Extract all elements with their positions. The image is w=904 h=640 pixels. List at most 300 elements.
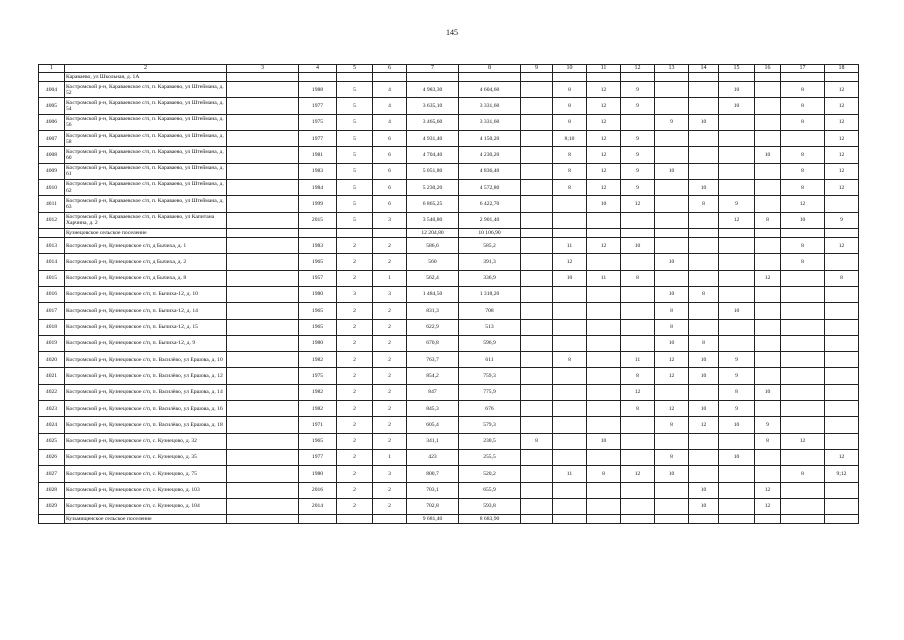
- table-cell: 1965: [299, 319, 337, 335]
- table-cell: [227, 515, 299, 524]
- table-cell: [719, 466, 755, 482]
- table-cell: 8: [689, 335, 719, 351]
- address-cell: Костромской р-н, Кузнецовское с/п, п. Бычиха-12, д. 14: [65, 303, 227, 319]
- table-cell: [689, 515, 719, 524]
- table-cell: 1 318,20: [459, 286, 521, 302]
- header-row: [39, 65, 859, 73]
- table-cell: 596,9: [459, 335, 521, 351]
- table-row: [39, 319, 859, 335]
- table-cell: [521, 228, 553, 237]
- table-cell: 4 604,60: [459, 82, 521, 98]
- table-cell: 4015: [39, 270, 65, 286]
- table-cell: 703,1: [407, 482, 459, 498]
- table-cell: 336,9: [459, 270, 521, 286]
- table-cell: 560: [407, 254, 459, 270]
- table-cell: 585,2: [459, 238, 521, 254]
- table-cell: 4 931,40: [407, 131, 459, 147]
- table-cell: 8: [553, 98, 587, 114]
- table-cell: 4005: [39, 98, 65, 114]
- table-cell: 8: [825, 270, 859, 286]
- table-cell: 4023: [39, 401, 65, 417]
- table-cell: 4010: [39, 179, 65, 195]
- address-cell: Костромской р-н, Кузнецовское с/п, с. Кузнецово, д. 104: [65, 498, 227, 514]
- column-header: 3: [227, 65, 299, 73]
- table-cell: 2: [373, 482, 407, 498]
- table-cell: [373, 228, 407, 237]
- table-cell: [587, 254, 621, 270]
- table-cell: [719, 482, 755, 498]
- table-cell: 5: [337, 163, 373, 179]
- table-cell: 8: [689, 196, 719, 212]
- table-cell: 1 484,50: [407, 286, 459, 302]
- table-row: [39, 254, 859, 270]
- column-header: 10: [553, 65, 587, 73]
- table-cell: [719, 319, 755, 335]
- table-cell: 4017: [39, 303, 65, 319]
- table-cell: [621, 73, 655, 82]
- table-cell: [689, 433, 719, 449]
- table-cell: 3 635,10: [407, 98, 459, 114]
- table-cell: 10: [689, 401, 719, 417]
- table-cell: [719, 286, 755, 302]
- table-cell: 1981: [299, 147, 337, 163]
- table-cell: [553, 449, 587, 465]
- table-cell: 2: [337, 466, 373, 482]
- table-cell: 1988: [299, 82, 337, 98]
- table-cell: 605,4: [407, 417, 459, 433]
- table-cell: [825, 417, 859, 433]
- table-row: [39, 147, 859, 163]
- table-cell: [299, 228, 337, 237]
- table-cell: [825, 196, 859, 212]
- address-cell: Костромской р-н, Караваевское с/п, п. Караваево, ул Штеймана, д. 61: [65, 163, 227, 179]
- table-cell: 800,7: [407, 466, 459, 482]
- table-cell: 5: [337, 114, 373, 130]
- table-cell: 10: [719, 449, 755, 465]
- table-cell: [553, 286, 587, 302]
- address-cell: Кузьмищенское сельское поселение: [65, 515, 227, 524]
- table-cell: 12: [781, 196, 825, 212]
- table-cell: [655, 384, 689, 400]
- table-cell: [587, 368, 621, 384]
- table-cell: 4029: [39, 498, 65, 514]
- column-header: 14: [689, 65, 719, 73]
- table-cell: [521, 179, 553, 195]
- table-cell: 702,8: [407, 498, 459, 514]
- table-cell: [655, 73, 689, 82]
- table-cell: 9: [621, 131, 655, 147]
- table-cell: [587, 352, 621, 368]
- table-cell: 3: [373, 212, 407, 228]
- table-cell: [689, 238, 719, 254]
- address-cell: Костромской р-н, Кузнецовское с/п, п. Василёво, ул Ершова, д. 10: [65, 352, 227, 368]
- column-header: 5: [337, 65, 373, 73]
- table-cell: 9: [825, 212, 859, 228]
- table-cell: [825, 319, 859, 335]
- table-cell: 2: [373, 417, 407, 433]
- table-cell: [689, 466, 719, 482]
- table-cell: [621, 254, 655, 270]
- table-cell: [227, 401, 299, 417]
- table-cell: [521, 401, 553, 417]
- table-cell: [781, 335, 825, 351]
- table-cell: 12: [825, 238, 859, 254]
- table-cell: [781, 228, 825, 237]
- table-cell: [227, 335, 299, 351]
- table-cell: [227, 433, 299, 449]
- table-cell: 6: [373, 179, 407, 195]
- table-cell: 1975: [299, 368, 337, 384]
- table-cell: 4 150,20: [459, 131, 521, 147]
- table-cell: [755, 303, 781, 319]
- table-cell: [655, 131, 689, 147]
- table-cell: 12: [587, 98, 621, 114]
- table-cell: 1975: [299, 114, 337, 130]
- table-cell: [781, 449, 825, 465]
- table-cell: 12: [755, 270, 781, 286]
- table-cell: [825, 368, 859, 384]
- table-cell: 1977: [299, 98, 337, 114]
- table-cell: [719, 147, 755, 163]
- table-cell: [719, 179, 755, 195]
- table-row: [39, 384, 859, 400]
- table-row: [39, 114, 859, 130]
- table-cell: [689, 131, 719, 147]
- table-cell: 586,6: [407, 238, 459, 254]
- table-cell: 5 230,20: [407, 179, 459, 195]
- table-cell: 4018: [39, 319, 65, 335]
- table-cell: 12: [655, 352, 689, 368]
- address-cell: Костромской р-н, Кузнецовское с/п, д Бычиха, д. 1: [65, 238, 227, 254]
- table-cell: 8: [553, 163, 587, 179]
- table-cell: 4012: [39, 212, 65, 228]
- table-cell: 4006: [39, 114, 65, 130]
- table-cell: [407, 73, 459, 82]
- table-cell: [621, 515, 655, 524]
- table-cell: 3: [373, 286, 407, 302]
- table-cell: [587, 482, 621, 498]
- table-cell: [553, 498, 587, 514]
- table-cell: 10: [655, 254, 689, 270]
- table-cell: [655, 179, 689, 195]
- table-cell: 8: [781, 114, 825, 130]
- table-cell: 4026: [39, 449, 65, 465]
- table-cell: [825, 498, 859, 514]
- column-header: 13: [655, 65, 689, 73]
- table-row: [39, 335, 859, 351]
- table-cell: 12: [655, 401, 689, 417]
- table-cell: [621, 228, 655, 237]
- table-cell: 8: [755, 433, 781, 449]
- table-cell: [719, 335, 755, 351]
- table-row: [39, 417, 859, 433]
- table-cell: [755, 515, 781, 524]
- table-cell: [521, 212, 553, 228]
- table-cell: 2: [337, 335, 373, 351]
- table-cell: 2: [373, 319, 407, 335]
- table-cell: 2015: [299, 212, 337, 228]
- column-header: 6: [373, 65, 407, 73]
- table-cell: 9 681,40: [407, 515, 459, 524]
- table-cell: 1983: [299, 238, 337, 254]
- registry-table: [38, 64, 859, 524]
- table-cell: 12: [587, 238, 621, 254]
- section-row: [39, 73, 859, 82]
- table-cell: 763,7: [407, 352, 459, 368]
- table-cell: 2: [337, 401, 373, 417]
- table-row: [39, 270, 859, 286]
- table-cell: 12: [825, 98, 859, 114]
- table-cell: 520,2: [459, 466, 521, 482]
- table-cell: 4019: [39, 335, 65, 351]
- table-cell: [755, 73, 781, 82]
- table-cell: [299, 73, 337, 82]
- table-cell: [587, 417, 621, 433]
- table-cell: 12: [587, 147, 621, 163]
- table-cell: [521, 515, 553, 524]
- table-cell: 2: [337, 417, 373, 433]
- table-cell: 4016: [39, 286, 65, 302]
- table-cell: [521, 286, 553, 302]
- table-cell: 8: [587, 466, 621, 482]
- table-cell: 2 901,40: [459, 212, 521, 228]
- table-cell: 2: [373, 335, 407, 351]
- table-cell: [553, 384, 587, 400]
- table-cell: [621, 319, 655, 335]
- table-cell: 8: [655, 319, 689, 335]
- table-cell: 6 422,70: [459, 196, 521, 212]
- table-cell: [337, 228, 373, 237]
- table-cell: 1982: [299, 401, 337, 417]
- table-cell: [719, 254, 755, 270]
- table-cell: 12: [781, 433, 825, 449]
- table-cell: 9: [621, 82, 655, 98]
- table-cell: [299, 515, 337, 524]
- table-cell: [719, 515, 755, 524]
- table-cell: [227, 286, 299, 302]
- table-cell: 391,3: [459, 254, 521, 270]
- table-cell: 2016: [299, 482, 337, 498]
- table-cell: [521, 466, 553, 482]
- table-cell: [755, 163, 781, 179]
- table-cell: 12: [719, 212, 755, 228]
- table-cell: [227, 238, 299, 254]
- address-cell: Караваево, ул Школьная, д. 1А: [65, 73, 227, 82]
- table-cell: 10: [689, 498, 719, 514]
- table-cell: 8: [781, 82, 825, 98]
- table-cell: [553, 196, 587, 212]
- table-cell: [227, 482, 299, 498]
- address-cell: Костромской р-н, Караваевское с/п, п. Караваево, ул Штеймана, д. 56: [65, 114, 227, 130]
- table-row: [39, 433, 859, 449]
- table-cell: 8: [781, 238, 825, 254]
- table-row: [39, 131, 859, 147]
- table-row: [39, 449, 859, 465]
- table-cell: [521, 73, 553, 82]
- table-cell: [755, 335, 781, 351]
- table-cell: 9: [621, 147, 655, 163]
- table-cell: [689, 212, 719, 228]
- table-cell: [227, 270, 299, 286]
- table-cell: [587, 401, 621, 417]
- table-cell: [521, 384, 553, 400]
- table-cell: [521, 82, 553, 98]
- table-cell: 341,1: [407, 433, 459, 449]
- table-row: [39, 98, 859, 114]
- column-header: 1: [39, 65, 65, 73]
- table-cell: [755, 114, 781, 130]
- table-cell: 593,8: [459, 498, 521, 514]
- table-cell: 4024: [39, 417, 65, 433]
- table-cell: 4: [373, 114, 407, 130]
- table-cell: [655, 212, 689, 228]
- table-cell: [227, 73, 299, 82]
- table-cell: [521, 196, 553, 212]
- table-cell: 6: [373, 131, 407, 147]
- table-cell: [521, 131, 553, 147]
- table-cell: [755, 131, 781, 147]
- table-cell: [689, 319, 719, 335]
- table-cell: 9: [755, 417, 781, 433]
- table-cell: [825, 303, 859, 319]
- table-cell: [587, 449, 621, 465]
- table-cell: [755, 98, 781, 114]
- table-cell: 2: [337, 368, 373, 384]
- table-cell: 2: [373, 433, 407, 449]
- address-cell: Костромской р-н, Кузнецовское с/п, с. Кузнецово, д. 32: [65, 433, 227, 449]
- table-cell: 12: [621, 384, 655, 400]
- table-cell: [227, 466, 299, 482]
- table-cell: [553, 482, 587, 498]
- table-cell: [655, 82, 689, 98]
- table-cell: [825, 384, 859, 400]
- table-cell: [227, 196, 299, 212]
- table-cell: 1965: [299, 433, 337, 449]
- table-cell: [755, 179, 781, 195]
- table-cell: 2: [337, 433, 373, 449]
- address-cell: Костромской р-н, Караваевское с/п, п. Караваево, ул Штеймана, д. 62: [65, 179, 227, 195]
- table-cell: [755, 196, 781, 212]
- table-cell: 9: [621, 179, 655, 195]
- table-cell: 10: [719, 82, 755, 98]
- table-cell: 8: [781, 466, 825, 482]
- table-cell: [755, 466, 781, 482]
- table-cell: [719, 73, 755, 82]
- table-cell: [227, 254, 299, 270]
- table-cell: [781, 384, 825, 400]
- table-cell: 12: [621, 196, 655, 212]
- table-cell: [689, 449, 719, 465]
- table-cell: 6: [373, 147, 407, 163]
- table-row: [39, 466, 859, 482]
- table-cell: 10: [689, 179, 719, 195]
- table-cell: 12: [621, 466, 655, 482]
- table-cell: [755, 238, 781, 254]
- table-cell: [689, 82, 719, 98]
- table-cell: [373, 515, 407, 524]
- address-cell: Костромской р-н, Кузнецовское с/п, с. Кузнецово, д. 75: [65, 466, 227, 482]
- table-cell: 11: [553, 466, 587, 482]
- table-cell: [553, 303, 587, 319]
- table-cell: 9: [719, 196, 755, 212]
- address-cell: Костромской р-н, Кузнецовское с/п, с. Кузнецово, д. 103: [65, 482, 227, 498]
- table-cell: 11: [553, 238, 587, 254]
- table-cell: [521, 482, 553, 498]
- table-cell: 12: [825, 131, 859, 147]
- table-cell: 8: [553, 179, 587, 195]
- table-cell: [719, 163, 755, 179]
- table-cell: [587, 228, 621, 237]
- table-cell: [227, 98, 299, 114]
- table-cell: [719, 270, 755, 286]
- table-cell: 12: [825, 147, 859, 163]
- table-cell: [521, 270, 553, 286]
- section-row: [39, 228, 859, 237]
- table-cell: 1980: [299, 286, 337, 302]
- table-cell: [227, 417, 299, 433]
- column-header: 16: [755, 65, 781, 73]
- table-cell: [781, 515, 825, 524]
- table-cell: 12: [587, 114, 621, 130]
- table-cell: 4007: [39, 131, 65, 147]
- table-cell: 4 230,20: [459, 147, 521, 163]
- table-cell: 2: [337, 303, 373, 319]
- table-cell: 845,3: [407, 401, 459, 417]
- table-cell: 854,2: [407, 368, 459, 384]
- table-cell: [689, 303, 719, 319]
- address-cell: Костромской р-н, Кузнецовское с/п, п. Бычиха-12, д. 15: [65, 319, 227, 335]
- table-cell: [227, 449, 299, 465]
- table-cell: 1: [373, 449, 407, 465]
- table-cell: 759,3: [459, 368, 521, 384]
- table-cell: 12: [825, 82, 859, 98]
- table-cell: 8;10: [553, 131, 587, 147]
- table-cell: 255,5: [459, 449, 521, 465]
- address-cell: Костромской р-н, Кузнецовское с/п, п. Василёво, ул Ершова, д. 14: [65, 384, 227, 400]
- table-cell: 8: [655, 303, 689, 319]
- table-cell: 6 865,25: [407, 196, 459, 212]
- table-cell: 1980: [299, 335, 337, 351]
- table-cell: 2: [373, 238, 407, 254]
- table-cell: 1982: [299, 352, 337, 368]
- address-cell: Костромской р-н, Кузнецовское с/п, п. Бычиха-12, д. 10: [65, 286, 227, 302]
- table-cell: 4025: [39, 433, 65, 449]
- table-cell: 2: [337, 449, 373, 465]
- table-cell: 6: [373, 196, 407, 212]
- table-cell: [655, 433, 689, 449]
- table-row: [39, 352, 859, 368]
- address-cell: Костромской р-н, Кузнецовское с/п, п. Бычиха-12, д. 9: [65, 335, 227, 351]
- table-cell: [755, 401, 781, 417]
- table-cell: [521, 147, 553, 163]
- address-cell: Костромской р-н, Караваевское с/п, п. Караваево, ул Штеймана, д. 58: [65, 131, 227, 147]
- table-cell: [459, 73, 521, 82]
- table-cell: [621, 114, 655, 130]
- column-header: 4: [299, 65, 337, 73]
- table-cell: [521, 352, 553, 368]
- table-cell: [521, 163, 553, 179]
- table-row: [39, 482, 859, 498]
- table-cell: [553, 73, 587, 82]
- table-cell: [781, 286, 825, 302]
- section-row: [39, 515, 859, 524]
- table-cell: 4011: [39, 196, 65, 212]
- table-cell: 8: [553, 114, 587, 130]
- table-cell: [621, 212, 655, 228]
- table-cell: [755, 286, 781, 302]
- table-cell: [587, 319, 621, 335]
- table-cell: [825, 73, 859, 82]
